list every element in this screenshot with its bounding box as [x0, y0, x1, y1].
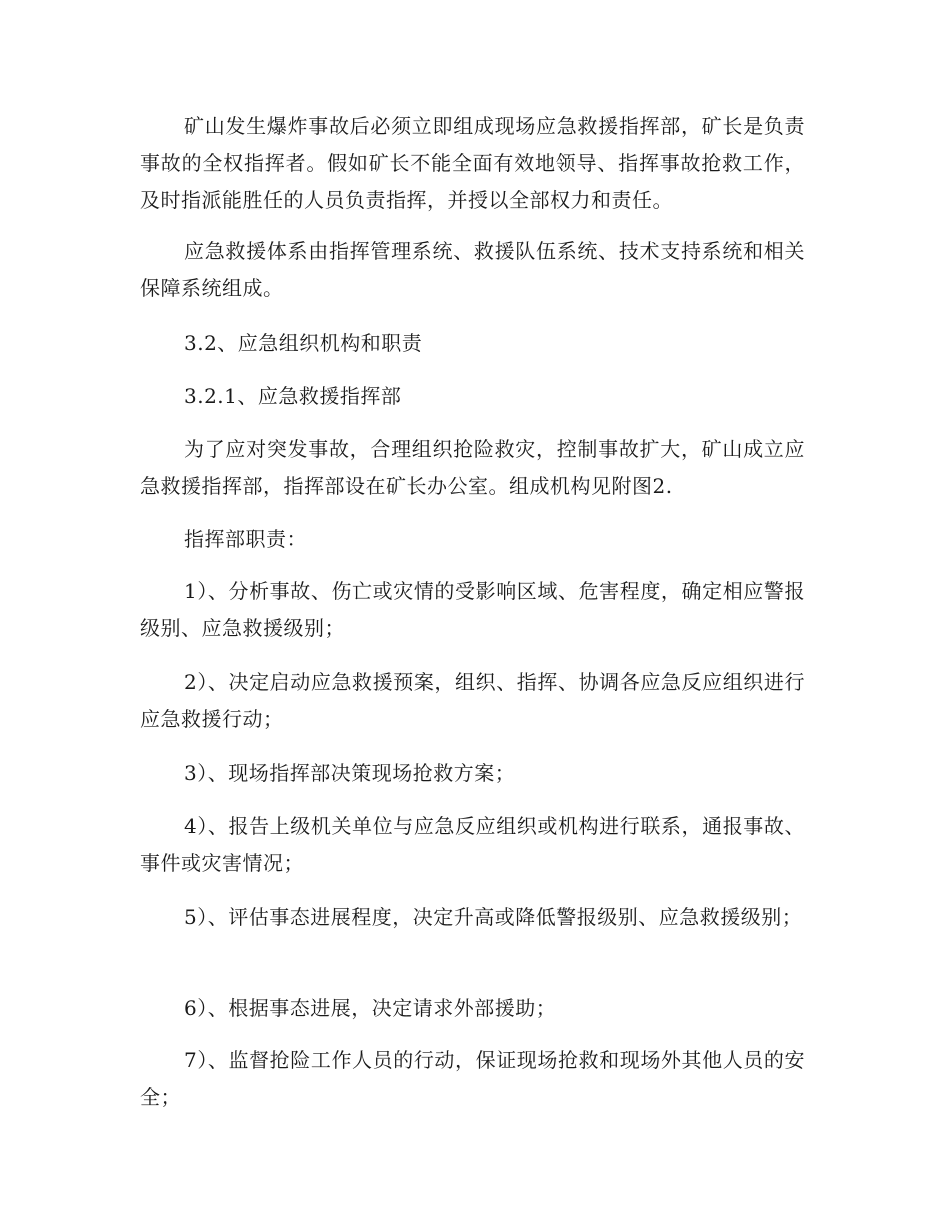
- duty-item-1: 1）、分析事故、伤亡或灾情的受影响区域、危害程度，确定相应警报级别、应急救援级别；: [140, 579, 805, 640]
- section-heading-3-2: 3.2、应急组织机构和职责: [184, 331, 423, 355]
- duty-item-2: 2）、决定启动应急救援预案，组织、指挥、协调各应急反应组织进行应急救援行动；: [140, 670, 805, 731]
- duties-heading: 指挥部职责：: [184, 527, 307, 551]
- duty-item-3: 3）、现场指挥部决策现场抢救方案；: [184, 761, 516, 785]
- duty-item-7: 7）、监督抢险工作人员的行动，保证现场抢救和现场外其他人员的安全；: [140, 1048, 805, 1109]
- section-heading-3-2-1: 3.2.1、应急救援指挥部: [184, 384, 402, 408]
- duty-item-6: 6）、根据事态进展，决定请求外部援助；: [184, 996, 557, 1020]
- intro-paragraph-command: 矿山发生爆炸事故后必须立即组成现场应急救援指挥部，矿长是负责事故的全权指挥者。假如矿长不能全面有效地领导、指挥事故抢救工作，及时指派能胜任的人员负责指挥，并授以全部权力和责任。: [140, 114, 805, 212]
- paragraph-headquarters: 为了应对突发事故，合理组织抢险救灾，控制事故扩大，矿山成立应急救援指挥部，指挥部设在矿长办公室。组成机构见附图2.: [140, 437, 805, 498]
- duty-item-5: 5）、评估事态进展程度，决定升高或降低警报级别、应急救援级别；: [184, 905, 803, 929]
- intro-paragraph-system: 应急救援体系由指挥管理系统、救援队伍系统、技术支持系统和相关保障系统组成。: [140, 239, 805, 300]
- duty-item-4: 4）、报告上级机关单位与应急反应组织或机构进行联系，通报事故、事件或灾害情况；: [140, 814, 805, 875]
